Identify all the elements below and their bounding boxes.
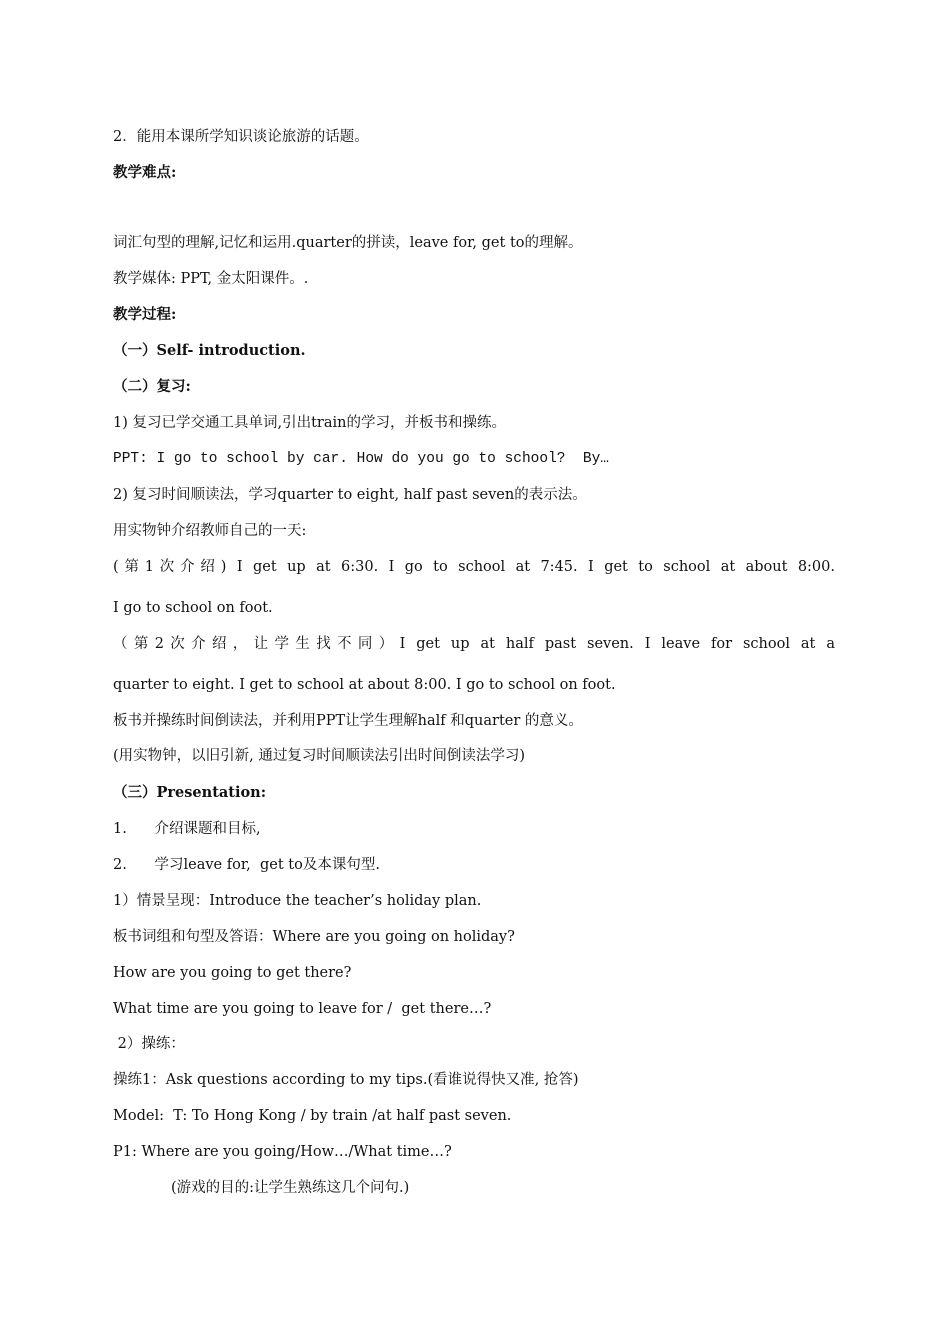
question-how: How are you going to get there? <box>113 965 352 981</box>
clock-note: (用实物钟，以旧引新, 通过复习时间顺读法引出时间倒读法学习) <box>113 748 526 764</box>
p1-line: P1: Where are you going/How…/What time…? <box>113 1144 452 1160</box>
heading-process: 教学过程: <box>113 306 177 323</box>
model-line: Model: T: To Hong Kong / by train /at half past seven. <box>113 1108 512 1124</box>
difficulties-text: 词汇句型的理解,记忆和运用.quarter的拼读，leave for, get to的理解。 <box>113 235 583 251</box>
review-step-2: 2) 复习时间顺读法，学习quarter to eight, half past seven的表示法。 <box>113 487 587 503</box>
objective-2: 2．能用本课所学知识谈论旅游的话题。 <box>113 129 369 145</box>
practice-1: 操练1：Ask questions according to my tips.(看谁说得快又准, 抢答) <box>113 1072 579 1088</box>
ppt-line: PPT: I go to school by car. How do you go to school? By… <box>113 451 609 467</box>
teaching-media: 教学媒体: PPT, 金太阳课件。. <box>113 271 309 287</box>
board-practice: 板书并操练时间倒读法，并利用PPT让学生理解half 和quarter 的意义。 <box>113 713 583 729</box>
section-2-title: （二）复习: <box>113 378 191 395</box>
section-3-title: （三）Presentation: <box>113 784 267 801</box>
presentation-step-1: 1. 介绍课题和目标, <box>113 821 261 837</box>
clock-intro: 用实物钟介绍教师自己的一天: <box>113 523 307 539</box>
board-phrases: 板书词组和句型及答语：Where are you going on holiday? <box>113 929 515 945</box>
section-1-title: （一）Self- introduction. <box>113 342 306 359</box>
situation: 1）情景呈现：Introduce the teacher’s holiday plan. <box>113 893 482 909</box>
second-intro: （第2次介绍，让学生找不同）I get up at half past seven. I leave for school at a <box>113 636 835 652</box>
game-purpose: (游戏的目的:让学生熟练这几个问句.) <box>171 1180 410 1196</box>
practice-heading: 2）操练： <box>113 1036 185 1052</box>
first-intro-cont: I go to school on foot. <box>113 600 273 616</box>
second-intro-cont: quarter to eight. I get to school at about 8:00. I go to school on foot. <box>113 677 616 693</box>
first-intro: (第1次介绍) I get up at 6:30. I go to school at 7:45. I get to school at about 8:00. <box>113 559 835 575</box>
presentation-step-2: 2. 学习leave for, get to及本课句型. <box>113 857 380 873</box>
heading-difficulties: 教学难点: <box>113 164 177 181</box>
question-time: What time are you going to leave for / get there…? <box>113 1001 492 1017</box>
review-step-1: 1) 复习已学交通工具单词,引出train的学习，并板书和操练。 <box>113 415 506 431</box>
